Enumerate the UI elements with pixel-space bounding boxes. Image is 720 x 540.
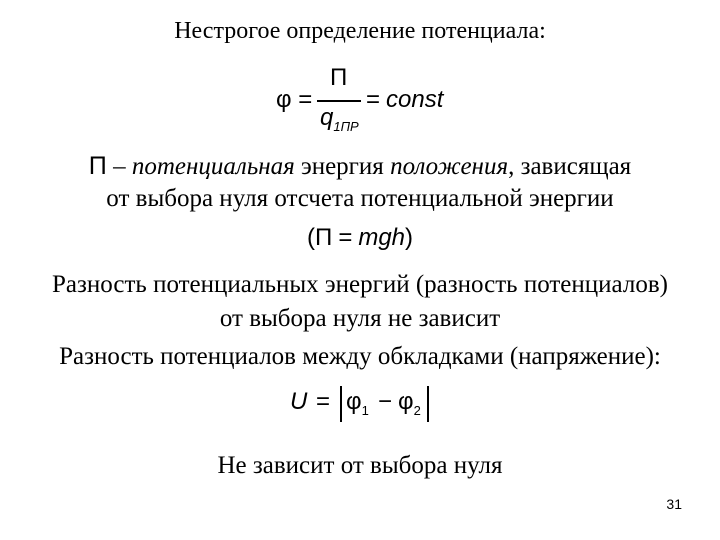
italic-potential: потенциальная [131, 153, 295, 180]
potential-energy-description-line1 [0, 152, 720, 181]
pi-symbol: Π [88, 152, 107, 180]
open-paren: ( [306, 224, 315, 251]
slide-title: Нестрогое определение потенциала: [174, 18, 546, 44]
abs-bar-left [340, 386, 342, 422]
conclusion: Не зависит от выбора нуля [217, 452, 503, 479]
abs-bar-right [427, 386, 429, 422]
voltage-statement: Разность потенциалов между обкладками (напряжение): [59, 343, 661, 370]
denominator-q: q [320, 104, 334, 131]
formula-lhs: φ = [276, 86, 313, 113]
text-energy: энергия [294, 153, 391, 180]
text-depending: , зависящая [508, 153, 632, 180]
phi1-subscript: 1 [361, 403, 369, 418]
close-paren: ) [405, 224, 414, 251]
voltage-u: U [290, 388, 308, 415]
mgh-lhs: Π [314, 224, 333, 251]
mgh-rhs: mgh [358, 224, 406, 251]
mgh-equals: = [338, 224, 353, 251]
difference-statement-line2: от выбора нуля не зависит [219, 305, 501, 332]
dash: – [106, 153, 132, 180]
voltage-minus: − [378, 388, 393, 415]
phi1-symbol: φ [346, 388, 362, 415]
italic-position: положения [390, 153, 509, 180]
phi2-subscript: 2 [413, 403, 421, 418]
formula-rhs-equals: = [366, 86, 381, 113]
denominator-subscript: 1ПР [333, 119, 359, 134]
phi2-symbol: φ [398, 388, 414, 415]
formula-rhs-const: const [386, 86, 444, 113]
page-number: 31 [666, 496, 682, 512]
phi2 [398, 388, 421, 416]
mgh-formula [0, 224, 720, 252]
potential-energy-description-line2: от выбора нуля отсчета потенциальной энергии [106, 185, 614, 212]
fraction-bar [317, 100, 361, 102]
difference-statement-line1: Разность потенциальных энергий (разность потенциалов) [52, 271, 668, 298]
formula-denominator [320, 104, 359, 132]
voltage-equals: = [316, 388, 331, 415]
phi1 [346, 388, 369, 416]
formula-numerator: Π [330, 64, 348, 91]
